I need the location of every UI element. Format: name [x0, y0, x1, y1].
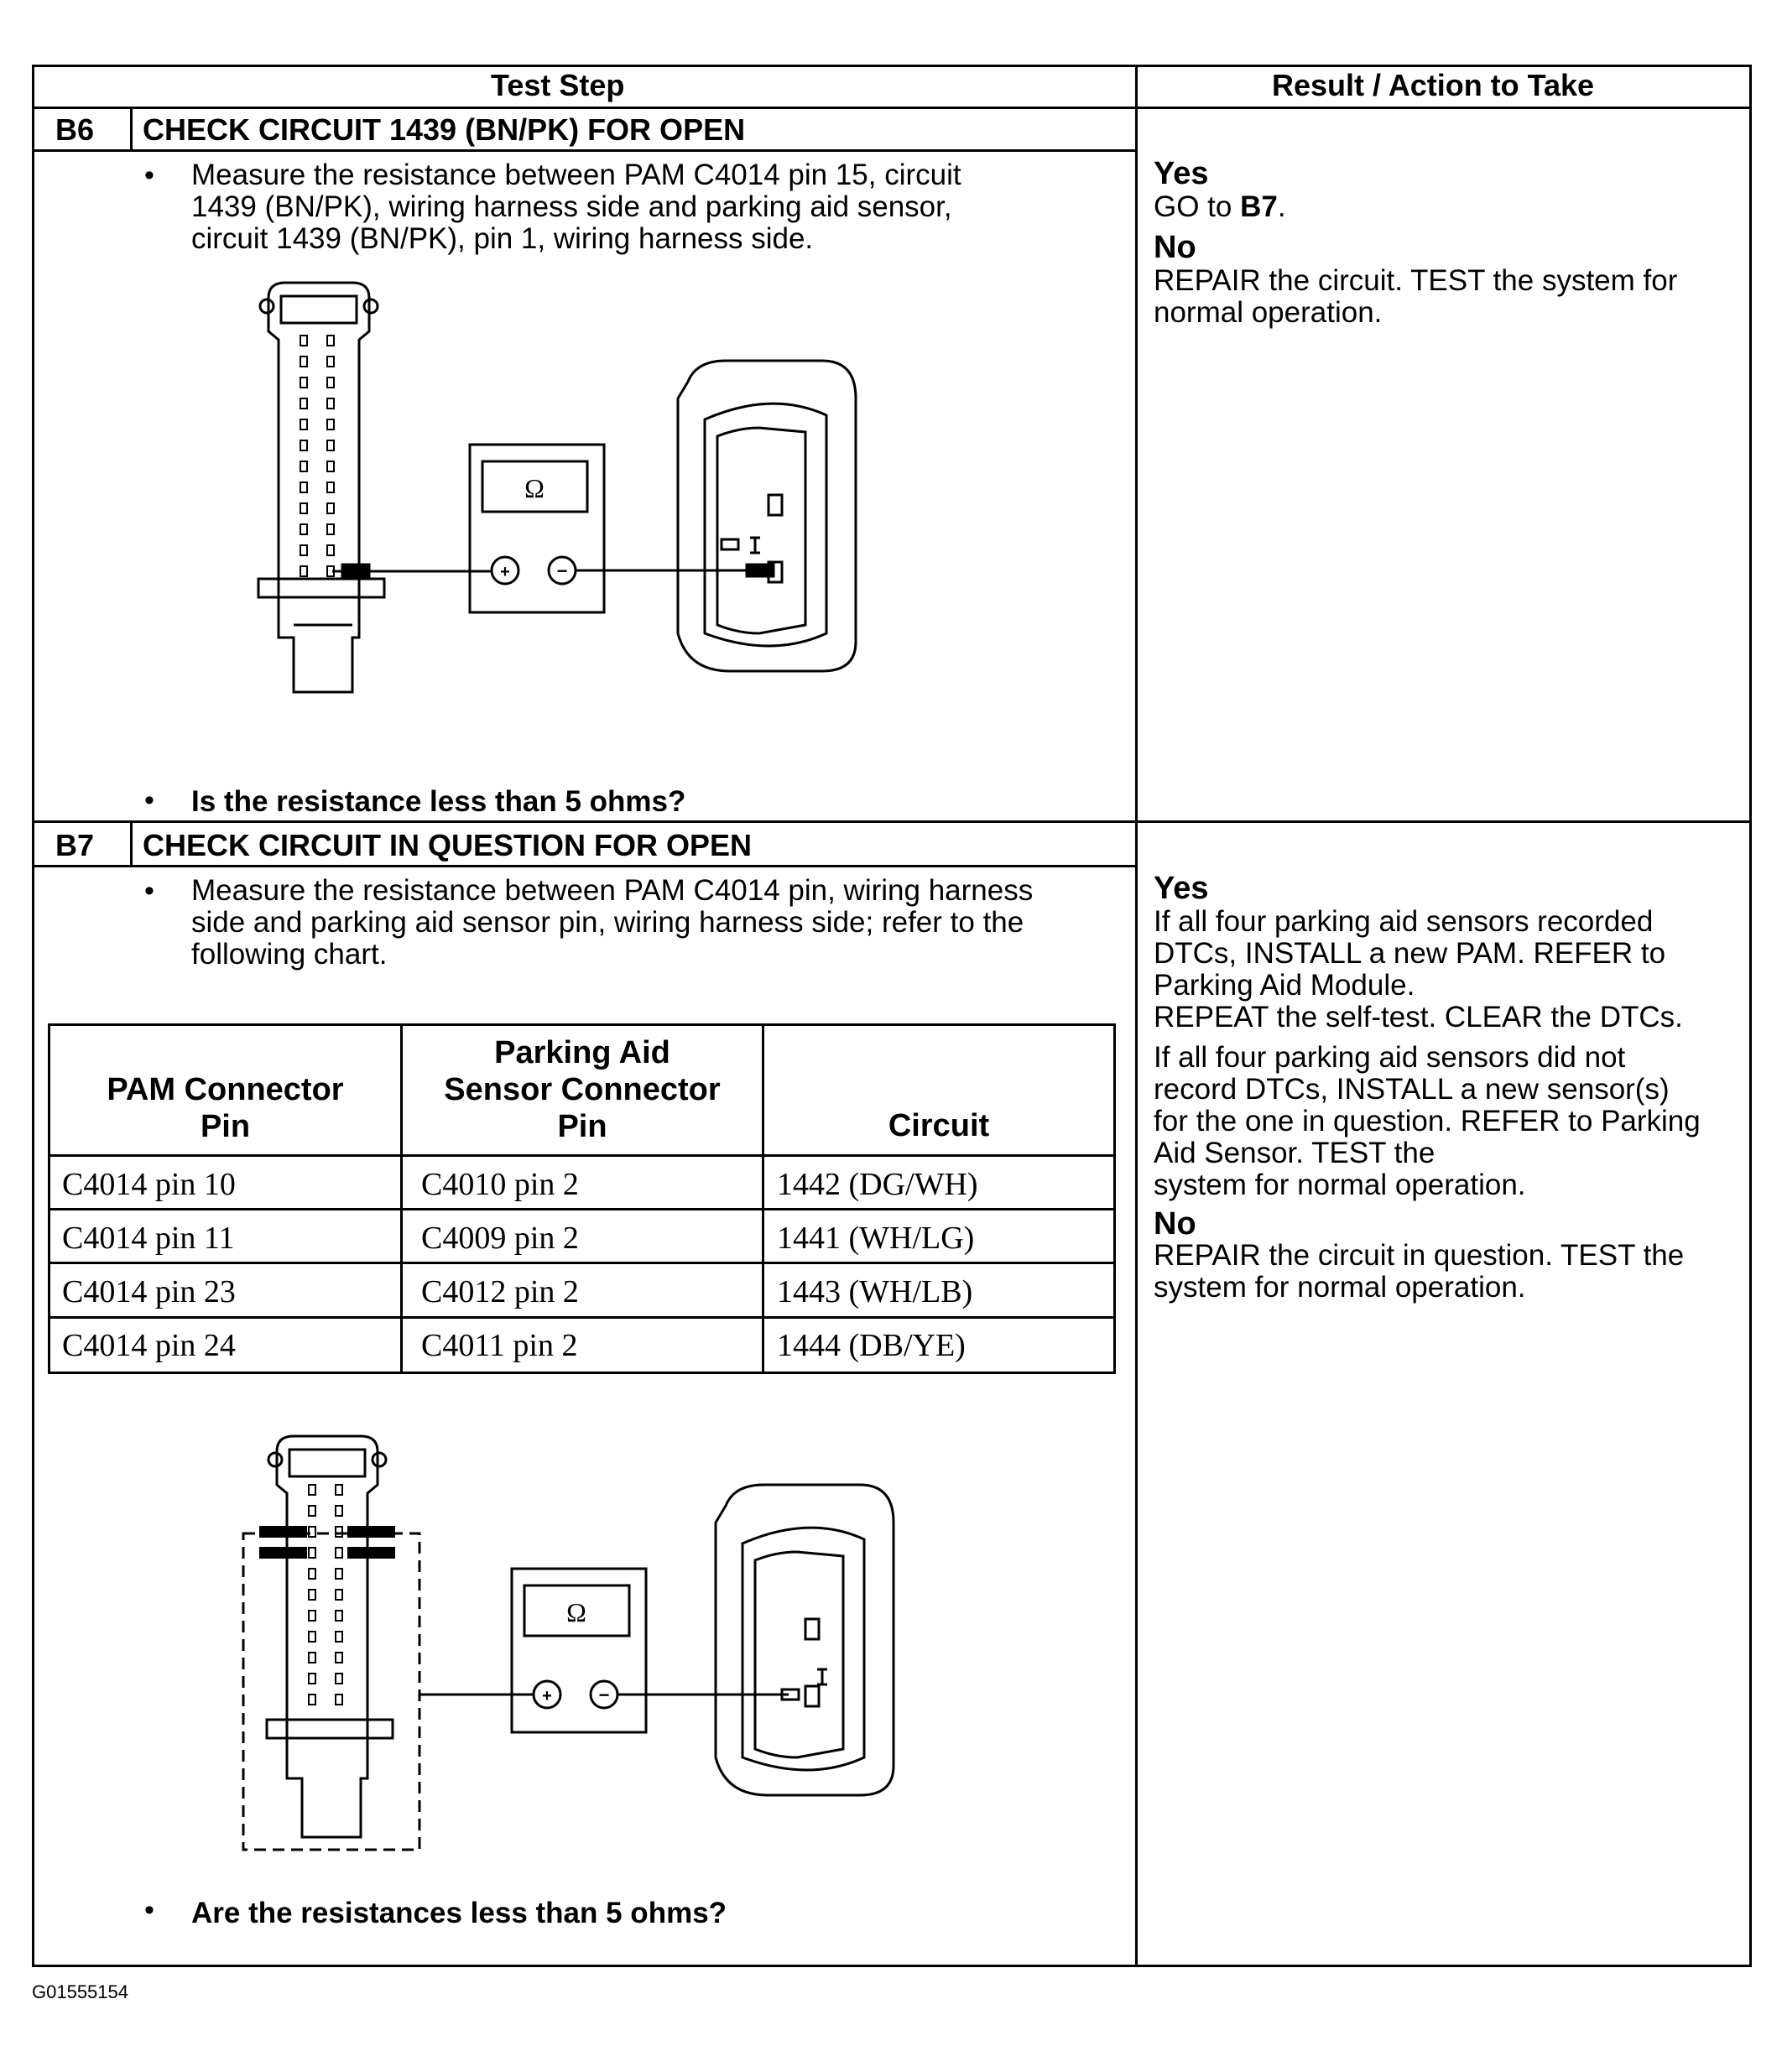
b6-title-divider [32, 149, 1137, 152]
b7-yes-line: If all four parking aid sensors did not [1154, 1041, 1626, 1074]
col-header-pam-connector: PAM Connector Pin [107, 1072, 344, 1144]
table-cell: C4014 pin 11 [62, 1221, 235, 1256]
connector-pins [309, 1485, 342, 1705]
pam-connector-c4014-icon [267, 1436, 393, 1837]
b6-instruction-line: Measure the resistance between PAM C4014 pin 15, circuit [191, 159, 961, 191]
parking-aid-sensor-connector-icon [716, 1485, 894, 1795]
bullet-icon: • [144, 1894, 154, 1926]
plus-terminal: + [500, 563, 510, 581]
ohmmeter-icon [512, 1569, 646, 1732]
table-cell: C4012 pin 2 [421, 1274, 579, 1309]
b7-question: Are the resistances less than 5 ohms? [191, 1897, 727, 1929]
b7-wiring-diagram [235, 1426, 956, 1862]
step-title-b7: CHECK CIRCUIT IN QUESTION FOR OPEN [143, 828, 753, 862]
b7-instruction-line: side and parking aid sensor pin, wiring harness side; refer to the [191, 906, 1024, 939]
table-cell: C4014 pin 23 [62, 1274, 236, 1309]
minus-terminal: − [556, 560, 568, 581]
b6-no-line: normal operation. [1154, 296, 1383, 329]
minus-terminal: − [598, 1684, 610, 1705]
connector-pins [300, 336, 334, 576]
pam-connector-c4014-icon [258, 283, 384, 692]
b6-question: Is the resistance less than 5 ohms? [191, 785, 686, 818]
b7-yes-line: Parking Aid Module. [1154, 969, 1415, 1002]
result-action-header: Result / Action to Take [1272, 68, 1595, 102]
b7-yes-line: for the one in question. REFER to Parking [1154, 1105, 1701, 1138]
b6-no-line: REPAIR the circuit. TEST the system for [1154, 264, 1678, 297]
b7-title-divider [32, 865, 1137, 867]
b7-yes-line: DTCs, INSTALL a new PAM. REFER to [1154, 937, 1666, 970]
plus-terminal: + [542, 1687, 552, 1705]
table-cell: 1442 (DG/WH) [777, 1167, 978, 1202]
table-cell: 1444 (DB/YE) [777, 1328, 966, 1363]
bullet-icon: • [144, 784, 154, 816]
table-cell: 1443 (WH/LB) [777, 1274, 973, 1309]
b6-no-label: No [1154, 230, 1196, 265]
column-divider [1135, 65, 1138, 1967]
b7-yes-line: Aid Sensor. TEST the [1154, 1137, 1436, 1169]
table-cell: C4009 pin 2 [421, 1221, 579, 1256]
table-cell: C4010 pin 2 [421, 1167, 579, 1202]
table-cell: C4014 pin 10 [62, 1167, 236, 1202]
col-header-sensor-connector: Parking Aid Sensor Connector Pin [444, 1035, 721, 1144]
b7-no-line: system for normal operation. [1154, 1271, 1526, 1304]
ohm-symbol: Ω [524, 473, 544, 503]
bullet-icon: • [144, 875, 154, 907]
b7-id-divider [130, 823, 133, 867]
dashed-selection-box [243, 1533, 419, 1850]
b7-yes-line: record DTCs, INSTALL a new sensor(s) [1154, 1073, 1670, 1106]
b7-no-label: No [1154, 1206, 1196, 1242]
b6-wiring-diagram [235, 273, 956, 709]
b7-no-line: REPAIR the circuit in question. TEST the [1154, 1239, 1685, 1272]
header-divider [32, 107, 1752, 109]
table-cell: C4011 pin 2 [421, 1328, 578, 1363]
b6-instruction-line: circuit 1439 (BN/PK), pin 1, wiring harness side. [191, 222, 814, 255]
figure-id: G01555154 [32, 1981, 128, 2002]
step-title-b6: CHECK CIRCUIT 1439 (BN/PK) FOR OPEN [143, 112, 746, 147]
circuit-chart [48, 1023, 1116, 1374]
bullet-icon: • [144, 159, 154, 191]
ohm-symbol: Ω [566, 1597, 586, 1627]
test-leads [332, 565, 774, 576]
b6-b7-divider [32, 820, 1752, 823]
b6-id-divider [130, 109, 133, 151]
test-step-header: Test Step [491, 68, 625, 102]
b6-yes-label: Yes [1154, 156, 1209, 191]
step-id-b7: B7 [55, 828, 95, 862]
table-cell: 1441 (WH/LG) [777, 1221, 975, 1256]
col-header-circuit: Circuit [888, 1108, 990, 1143]
probe-leads [260, 1527, 394, 1558]
b7-yes-line: system for normal operation. [1154, 1169, 1526, 1201]
b7-yes-line: REPEAT the self-test. CLEAR the DTCs. [1154, 1001, 1683, 1033]
b6-instruction-line: 1439 (BN/PK), wiring harness side and parking aid sensor, [191, 190, 952, 223]
b7-instruction-line: following chart. [191, 938, 388, 971]
b7-yes-label: Yes [1154, 871, 1209, 906]
parking-aid-sensor-connector-icon [678, 361, 856, 671]
b6-yes-text: GO to B7. [1154, 190, 1286, 223]
ohmmeter-icon [470, 445, 604, 612]
b7-link[interactable]: B7 [1240, 190, 1278, 223]
b7-yes-line: If all four parking aid sensors recorded [1154, 905, 1654, 938]
b7-instruction-line: Measure the resistance between PAM C4014 pin, wiring harness [191, 874, 1034, 907]
table-cell: C4014 pin 24 [62, 1328, 236, 1363]
step-id-b6: B6 [55, 112, 95, 147]
